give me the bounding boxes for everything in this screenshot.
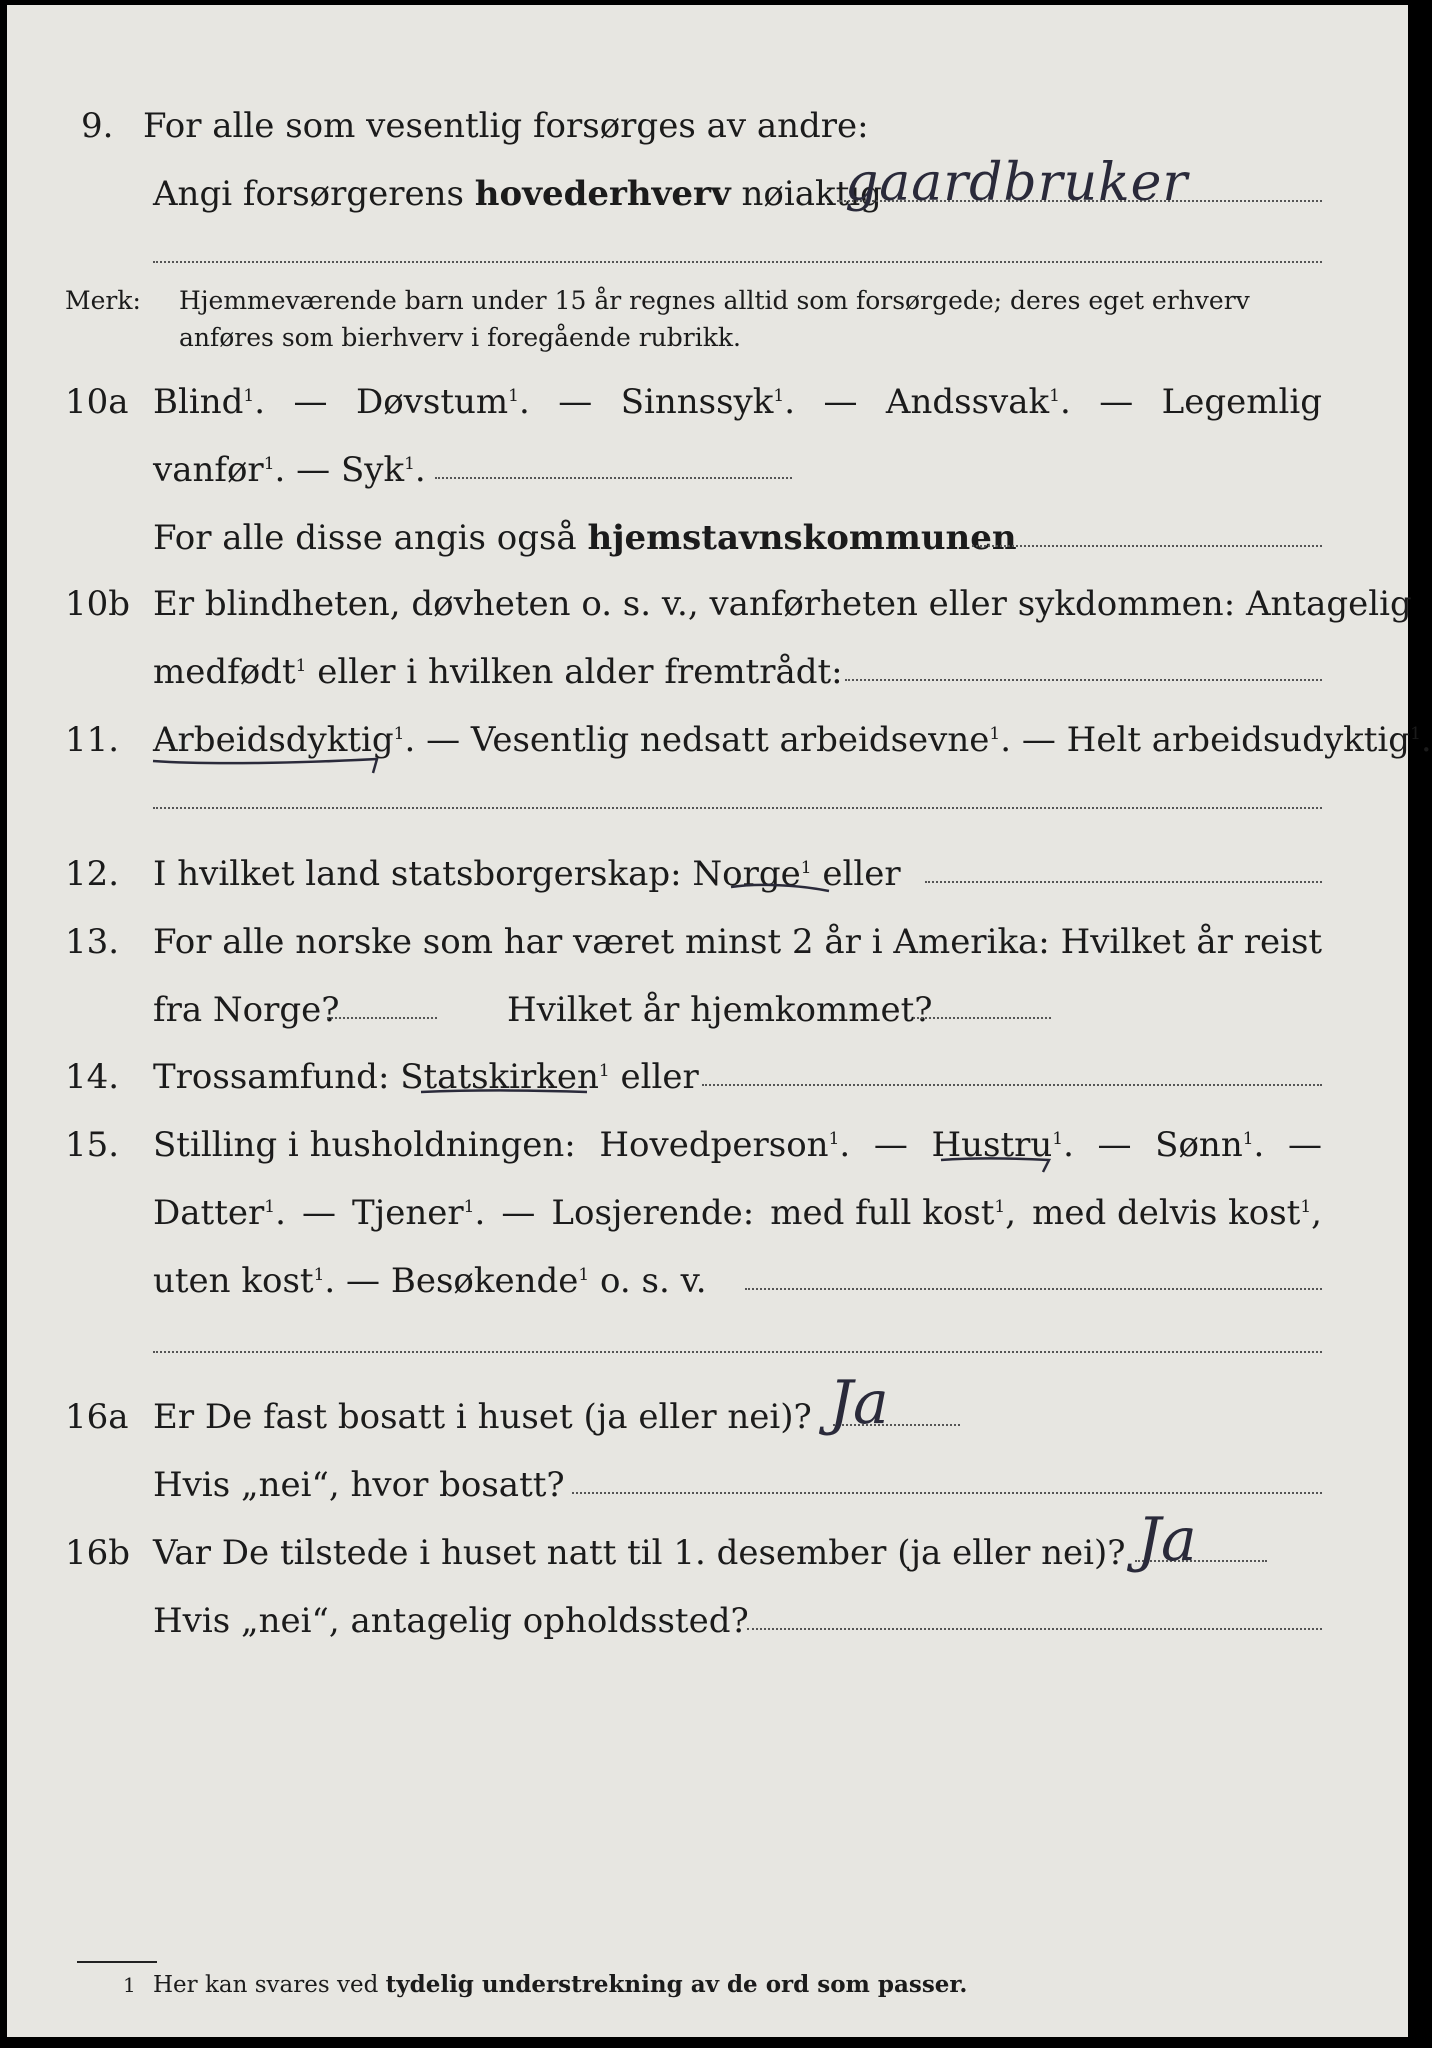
- q10b-line2: medfødt$^1$ eller i hvilken alder fremtrådt:: [153, 652, 843, 692]
- q15-extra-line[interactable]: [153, 1351, 1322, 1353]
- q14-answer-line[interactable]: [702, 1084, 1322, 1086]
- opt-statskirken[interactable]: Statskirken$^1$: [400, 1057, 610, 1097]
- opt-legemlig[interactable]: Legemlig: [1161, 382, 1322, 422]
- q16b-line1: Var De tilstede i huset natt til 1. desember (ja eller nei)?: [153, 1533, 1126, 1573]
- q10a-line2: vanfør$^1$. — Syk$^1$.: [153, 450, 426, 490]
- q16a-number: 16a: [65, 1397, 129, 1437]
- q14-number: 14.: [65, 1057, 120, 1097]
- q16a-bosatt-line[interactable]: [572, 1492, 1322, 1494]
- q11-line: Arbeidsdyktig$^1$. — Vesentlig nedsatt arbeidsevne$^1$. — Helt arbeidsudyktig$^1$.: [153, 720, 1432, 760]
- q15-line3: uten kost$^1$. — Besøkende$^1$ o. s. v.: [153, 1261, 707, 1301]
- q16b-number: 16b: [65, 1533, 131, 1573]
- q16a-line1: Er De fast bosatt i huset (ja eller nei)?: [153, 1397, 812, 1437]
- q15-handwritten-underline: [939, 1150, 1059, 1180]
- q15-number: 15.: [65, 1125, 120, 1165]
- q10b-line1: Er blindheten, døvheten o. s. v., vanførheten eller sykdommen: Antagelig: [153, 584, 1412, 624]
- opt-tjener[interactable]: Tjener$^1$.: [352, 1193, 486, 1233]
- q15-line1: Stilling i husholdningen: Hovedperson$^1$. — Hustru$^1$. — Sønn$^1$. —: [153, 1125, 1322, 1165]
- opt-uten-kost[interactable]: uten kost$^1$.: [153, 1261, 336, 1301]
- q10a-hjemstavn-line[interactable]: [972, 545, 1322, 547]
- q10a-line1: Blind$^1$. — Døvstum$^1$. — Sinnssyk$^1$. — Andssvak$^1$. — Legemlig: [153, 382, 1322, 422]
- opt-hustru[interactable]: Hustru$^1$.: [931, 1125, 1074, 1165]
- opt-dovstum[interactable]: Døvstum$^1$.: [355, 382, 530, 422]
- q16b-opholdssted-line[interactable]: [747, 1628, 1322, 1630]
- merk-line1: Hjemmeværende barn under 15 år regnes alltid som forsørgede; deres eget erhverv: [179, 286, 1250, 315]
- q16b-handwritten-answer: Ja: [1137, 1505, 1197, 1575]
- q15-answer-line[interactable]: [745, 1288, 1322, 1290]
- q13-line1: For alle norske som har været minst 2 år i Amerika: Hvilket år reist: [153, 922, 1323, 962]
- q11-number: 11.: [65, 720, 120, 760]
- opt-andssvak[interactable]: Andssvak$^1$.: [885, 382, 1071, 422]
- opt-hovedperson[interactable]: Hovedperson$^1$.: [599, 1125, 851, 1165]
- opt-medfodt[interactable]: medfødt$^1$: [153, 652, 307, 692]
- opt-vanfor[interactable]: vanfør$^1$.: [153, 450, 286, 490]
- opt-syk[interactable]: Syk$^1$.: [340, 450, 426, 490]
- merk-line2: anføres som bierhverv i foregående rubrikk.: [179, 323, 741, 352]
- q9-handwritten-answer: gaardbruker: [845, 153, 1189, 213]
- footnote-text: Her kan svares ved tydelig understrekning av de ord som passer.: [153, 1971, 968, 1998]
- opt-delvis-kost[interactable]: med delvis kost$^1$,: [1032, 1193, 1322, 1233]
- opt-nedsatt[interactable]: Vesentlig nedsatt arbeidsevne$^1$.: [470, 720, 1012, 760]
- q12-answer-line[interactable]: [925, 881, 1322, 883]
- q16a-line2: Hvis „nei“, hvor bosatt?: [153, 1465, 565, 1505]
- opt-arbeidsdyktig[interactable]: Arbeidsdyktig$^1$.: [153, 720, 416, 760]
- opt-sonn[interactable]: Sønn$^1$.: [1155, 1125, 1265, 1165]
- q9-number: 9.: [81, 106, 114, 146]
- merk-label: Merk:: [65, 286, 141, 315]
- opt-besokende[interactable]: Besøkende$^1$: [390, 1261, 590, 1301]
- q16b-line2: Hvis „nei“, antagelig opholdssted?: [153, 1601, 749, 1641]
- opt-full-kost[interactable]: med full kost$^1$,: [770, 1193, 1017, 1233]
- q11-handwritten-underline: [151, 747, 391, 777]
- footnote-mark: 1: [123, 1973, 136, 1997]
- q10b-number: 10b: [65, 584, 131, 624]
- footnote-rule: [77, 1961, 157, 1963]
- q13-line2b: Hvilket år hjemkommet?: [507, 990, 933, 1030]
- q9-extra-line[interactable]: [153, 261, 1322, 263]
- q15-line2: Datter$^1$. — Tjener$^1$. — Losjerende: med full kost$^1$, med delvis kost$^1$,: [153, 1193, 1322, 1233]
- q10a-number: 10a: [65, 382, 129, 422]
- q12-handwritten-underline: [729, 877, 839, 907]
- q13-number: 13.: [65, 922, 120, 962]
- q13-hjemkommet-line[interactable]: [913, 1017, 1051, 1019]
- q10a-syk-line[interactable]: [435, 477, 792, 479]
- q13-line2a: fra Norge?: [153, 990, 340, 1030]
- opt-datter[interactable]: Datter$^1$.: [153, 1193, 286, 1233]
- q13-reist-line[interactable]: [327, 1017, 437, 1019]
- opt-udyktig[interactable]: Helt arbeidsudyktig$^1$.: [1066, 720, 1432, 760]
- q11-extra-line[interactable]: [153, 807, 1322, 809]
- census-form-page: [7, 5, 1432, 2037]
- q12-line: I hvilket land statsborgerskap: Norge$^1$ eller: [153, 854, 901, 894]
- q9-line1: For alle som vesentlig forsørges av andre:: [143, 106, 869, 146]
- q10a-line3: For alle disse angis også hjemstavnskommunen: [153, 518, 1017, 558]
- opt-norge[interactable]: Norge$^1$: [692, 854, 812, 894]
- opt-sinnssyk[interactable]: Sinnssyk$^1$.: [620, 382, 795, 422]
- q10b-answer-line[interactable]: [845, 679, 1322, 681]
- q12-number: 12.: [65, 854, 120, 894]
- q14-handwritten-underline: [419, 1080, 599, 1110]
- q16a-handwritten-answer: Ja: [829, 1368, 889, 1438]
- opt-blind[interactable]: Blind$^1$.: [153, 382, 266, 422]
- q14-line: Trossamfund: Statskirken$^1$ eller: [153, 1057, 699, 1097]
- q9-line2: Angi forsørgerens hovederhverv nøiaktig: [153, 174, 882, 214]
